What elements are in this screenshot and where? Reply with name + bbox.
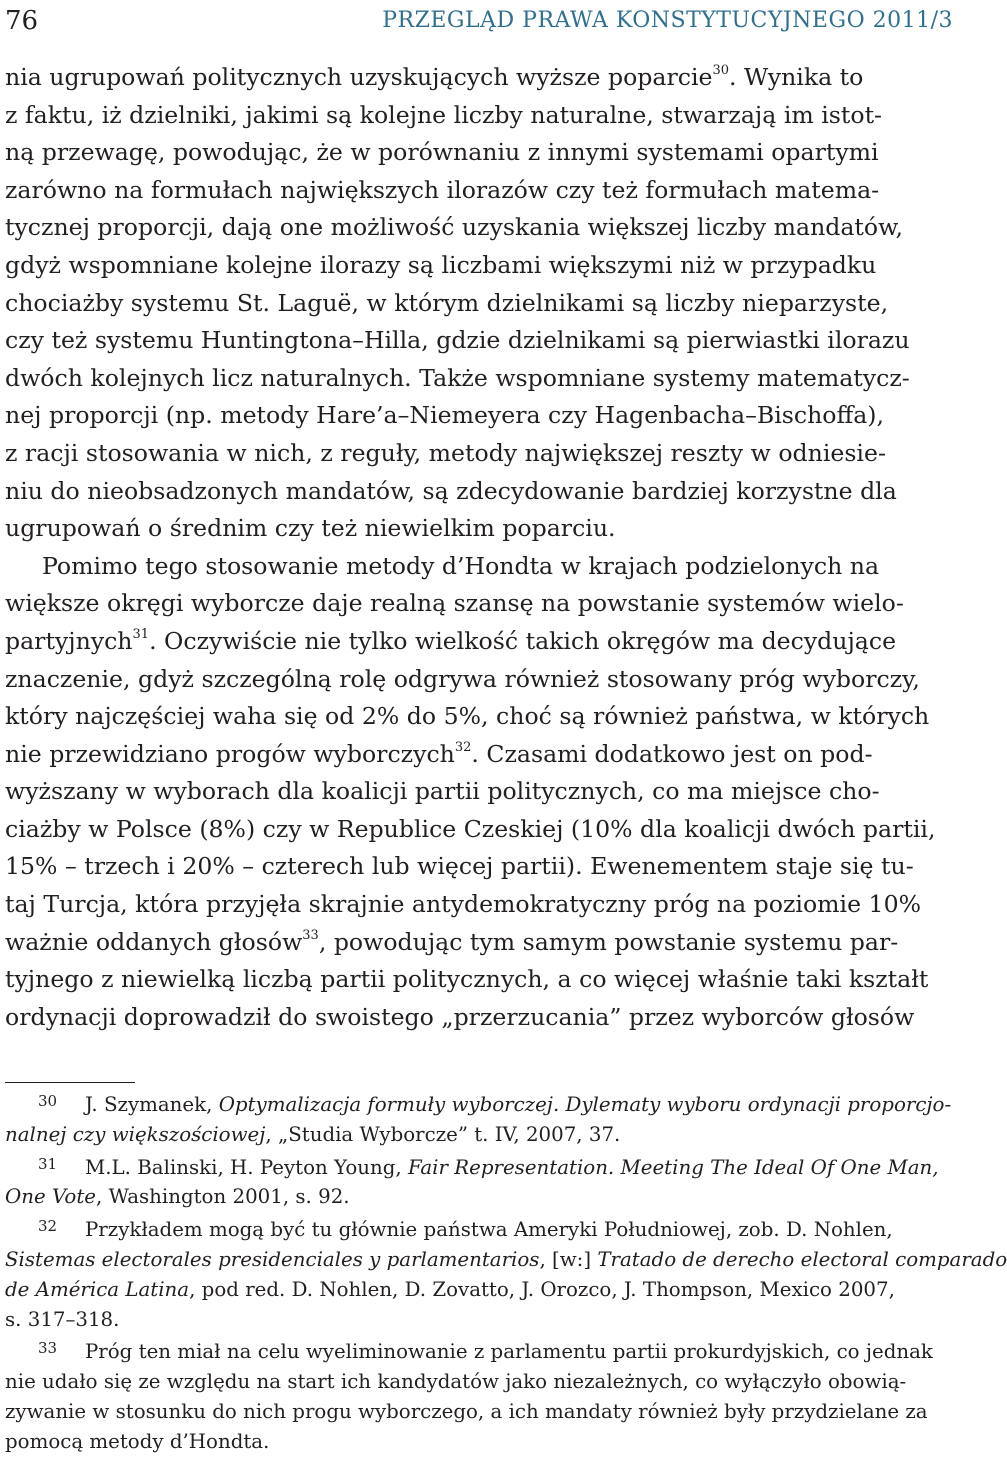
footnote-divider bbox=[5, 1082, 135, 1083]
text-line: gdyż wspomniane kolejne ilorazy są liczbami większymi niż w przypadku bbox=[5, 250, 877, 279]
text-line: taj Turcja, która przyjęła skrajnie antydemokratyczny próg na poziomie 10% bbox=[5, 890, 921, 919]
footnote-number: 31 bbox=[38, 1154, 58, 1173]
text-line: tycznej proporcji, dają one możliwość uzyskania większej liczby mandatów, bbox=[5, 213, 904, 242]
text-line: niu do nieobsadzonych mandatów, są zdecydowanie bardziej korzystne dla bbox=[5, 476, 897, 505]
text-line: tyjnego z niewielką liczbą partii politycznych, a co więcej właśnie taki kształt bbox=[5, 965, 929, 994]
text-line: Pomimo tego stosowanie metody d’Hondta w krajach podzielonych na bbox=[42, 551, 880, 580]
text-line: z faktu, iż dzielniki, jakimi są kolejne liczby naturalne, stwarzają im istot- bbox=[5, 100, 883, 129]
text-line: 33 Próg ten miał na celu wyeliminowanie z parlamentu partii prokurdyjskich, co jednak bbox=[5, 1334, 955, 1367]
page-header bbox=[0, 0, 960, 46]
text-line: czy też systemu Huntingtona–Hilla, gdzie dzielnikami są pierwiastki ilorazu bbox=[5, 326, 910, 355]
footnote-number: 32 bbox=[38, 1217, 58, 1236]
page-number: 76 bbox=[5, 6, 39, 36]
text-line: One Vote, Washington 2001, s. 92. bbox=[5, 1185, 350, 1209]
text-line: partyjnych$^{31}$. Oczywiście nie tylko wielkość takich okręgów ma decydujące bbox=[5, 626, 897, 655]
text-line: zarówno na formułach największych ilorazów czy też formułach matema- bbox=[5, 175, 880, 204]
text-line: który najczęściej waha się od 2% do 5%, choć są również państwa, w których bbox=[5, 702, 930, 731]
running-head: PRZEGLĄD PRAWA KONSTYTUCYJNEGO 2011/3 bbox=[382, 8, 953, 33]
text-line: 15% – trzech i 20% – czterech lub więcej partii). Ewenementem staje się tu- bbox=[5, 852, 914, 881]
body-text bbox=[5, 59, 955, 1036]
text-line: znaczenie, gdyż szczególną rolę odgrywa również stosowany próg wyborczy, bbox=[5, 664, 920, 693]
footnotes bbox=[5, 1087, 1007, 1457]
text-line: 30 J. Szymanek, Optymalizacja formuły wyborczej. Dylematy wyboru ordynacji proporcjo- bbox=[5, 1087, 955, 1120]
text-line: chociażby systemu St. Laguë, w którym dzielnikami są liczby nieparzyste, bbox=[5, 288, 889, 317]
text-line: 31 M.L. Balinski, H. Peyton Young, Fair Representation. Meeting The Ideal Of One Man, bbox=[5, 1150, 955, 1183]
text-line: ciażby w Polsce (8%) czy w Republice Czeskiej (10% dla koalicji dwóch partii, bbox=[5, 814, 936, 843]
footnote-30 bbox=[5, 1087, 955, 1150]
text-line: ważnie oddanych głosów$^{33}$, powodując tym samym powstanie systemu par- bbox=[5, 927, 899, 956]
text-line: nie udało się ze względu na start ich kandydatów jako niezależnych, co wyłączyło obowią- bbox=[5, 1370, 907, 1394]
text-line: większe okręgi wyborcze daje realną szansę na powstanie systemów wielo- bbox=[5, 589, 904, 618]
text-line: s. 317–318. bbox=[5, 1307, 120, 1331]
footnote-number: 30 bbox=[38, 1092, 58, 1110]
footnote-33 bbox=[5, 1334, 955, 1456]
text-line: wyższany w wyborach dla koalicji partii politycznych, co ma miejsce cho- bbox=[5, 777, 880, 806]
text-line: nie przewidziano progów wyborczych$^{32}$. Czasami dodatkowo jest on pod- bbox=[5, 739, 873, 768]
text-line: 32 Przykładem mogą być tu głównie państwa Ameryki Południowej, zob. D. Nohlen, bbox=[5, 1212, 955, 1245]
text-line: dwóch kolejnych licz naturalnych. Także wspomniane systemy matematycz- bbox=[5, 363, 910, 392]
text-line: z racji stosowania w nich, z reguły, metody największej reszty w odniesie- bbox=[5, 438, 886, 467]
text-line: ną przewagę, powodując, że w porównaniu z innymi systemami opartymi bbox=[5, 138, 879, 167]
text-line: ugrupowań o średnim czy też niewielkim poparciu. bbox=[5, 514, 616, 543]
text-line: ordynacji doprowadził do swoistego „przerzucania” przez wyborców głosów bbox=[5, 1002, 915, 1031]
footnote-number: 33 bbox=[38, 1339, 58, 1358]
footnote-31 bbox=[5, 1150, 955, 1213]
paragraph bbox=[5, 548, 955, 1037]
footnote-ref-32[interactable]: 32 bbox=[454, 739, 472, 755]
paragraph bbox=[5, 59, 955, 548]
text-line: Sistemas electorales presidenciales y parlamentarios, [w:] Tratado de derecho electoral comparado bbox=[5, 1247, 1007, 1271]
footnote-ref-30[interactable]: 30 bbox=[712, 63, 730, 78]
footnote-32 bbox=[5, 1212, 1007, 1334]
text-line: zywanie w stosunku do nich progu wyborczego, a ich mandaty również były przydzielane za bbox=[5, 1399, 928, 1423]
text-line: nej proporcji (np. metody Hare’a–Niemeyera czy Hagenbacha–Bischoffa), bbox=[5, 401, 885, 430]
footnote-ref-33[interactable]: 33 bbox=[302, 927, 319, 943]
text-line: nalnej czy większościowej, „Studia Wyborcze” t. IV, 2007, 37. bbox=[5, 1122, 621, 1146]
text-line: pomocą metody d’Hondta. bbox=[5, 1429, 270, 1453]
footnote-ref-31[interactable]: 31 bbox=[132, 626, 150, 642]
text-line: de América Latina, pod red. D. Nohlen, D. Zovatto, J. Orozco, J. Thompson, Mexico 2007, bbox=[5, 1277, 895, 1301]
text-line: nia ugrupowań politycznych uzyskujących wyższe poparcie$^{30}$. Wynika to bbox=[5, 63, 864, 91]
